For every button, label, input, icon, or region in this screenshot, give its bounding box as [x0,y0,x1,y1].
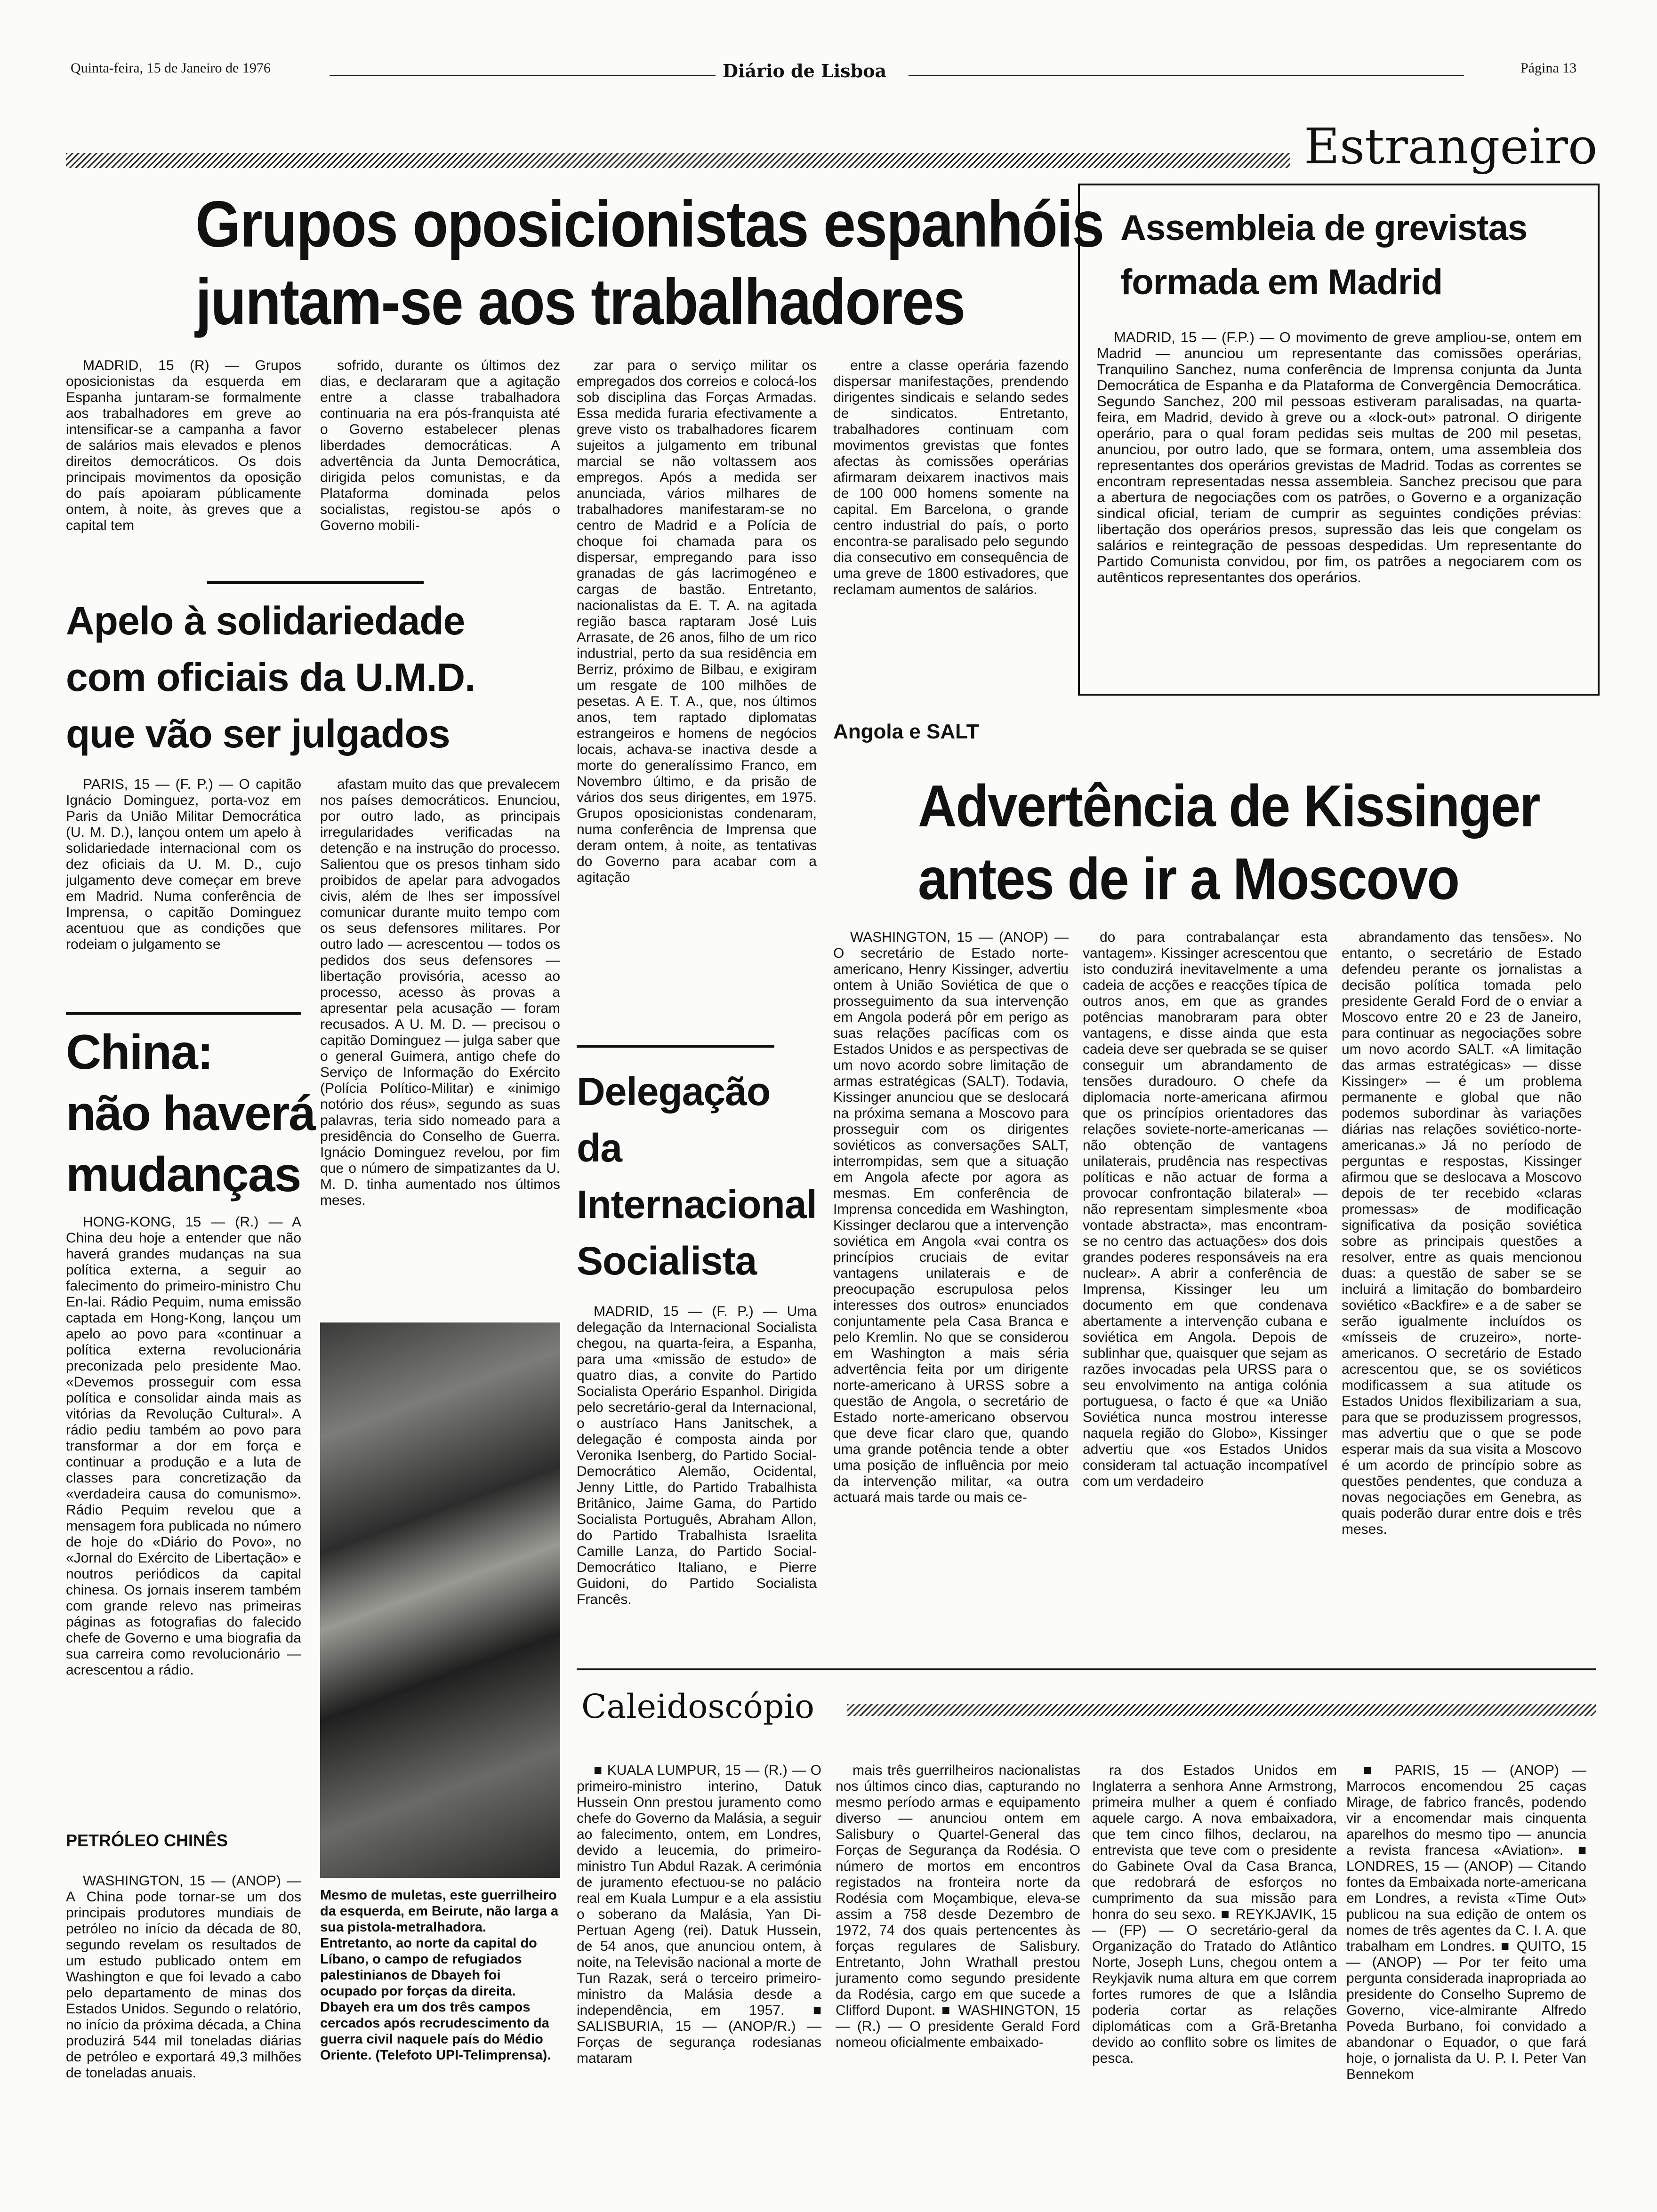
china-top-rule [66,1012,301,1015]
delegacao-headline-line2: da [577,1126,622,1170]
apelo-col-2: afastam muito das que prevalecem nos países democráticos. Enunciou, por outro lado, as principais irregularidades verificadas na detenção e na instrução do processo. Salientou que os presos tinham sido proibidos de apelar para advogados civis, além de lhes ser impossível comunicar durante muito tempo com os seus defensores militares. Por outro lado — acrescentou — todos os pedidos dos seus defensores — libertação provisória, acesso ao processo, acesso às provas a apresentar pela acusação — foram recusados. A U. M. D. — precisou o capitão Dominguez — julga saber que o general Guimera, antigo chefe do Serviço de Informação do Exército (Polícia Político-Militar) e «inimigo notório dos réus», segundo as suas palavras, teria sido nomeado para a presidência do Conselho de Guerra. Ignácio Dominguez revelou, por fim que o número de simpatizantes da U. M. D. tinha aumentado nos últimos meses. [320,777,560,1208]
page-number: Página 13 [1520,60,1577,76]
caleidoscopio-top-rule [577,1668,1596,1670]
kissinger-kicker: Angola e SALT [833,720,979,743]
masthead-rule-left [330,75,716,76]
grupos-headline-line1: Grupos oposicionistas espanhóis [195,188,1104,261]
grupos-col-3: zar para o serviço militar os empregados dos correios e colocá-los sob disciplina das Forças Armadas. Essa medida furaria efectivamente a greve visto os trabalhadores ficarem sujeitos a julgamento em tribunal marcial se não voltassem aos empregos. Após a medida ser anunciada, vários milhares de trabalhadores manifestaram-se no centro de Madrid e a Polícia de choque foi chamada para os dispersar, empregando para isso granadas de gás lacrimogéneo e cargas de bastão. Entretanto, nacionalistas da E. T. A. na agitada região basca raptaram José Luis Arrasate, de 26 anos, filho de um rico industrial, perto da sua residência em Berriz, próximo de Bilbau, e exigiram um resgate de 100 milhões de pesetas. A E. T. A., que, nos últimos anos, tem raptado diplomatas estrangeiros e homens de negócios locais, achava-se inactiva desde a morte do generalíssimo Franco, em Novembro último, e da prisão de vários dos seus dirigentes, em 1975. Grupos oposicionistas condenaram, numa conferência de Imprensa que deram ontem, à noite, as tentativas do Governo para acabar com a agitação [577,358,817,885]
china-headline-line1: China: [66,1025,213,1080]
delegacao-headline-line4: Socialista [577,1239,757,1283]
issue-date: Quinta-feira, 15 de Janeiro de 1976 [71,60,271,76]
caleidoscopio-col-1: ■ KUALA LUMPUR, 15 — (R.) — O primeiro-ministro interino, Datuk Hussein Onn prestou juramento como chefe do Governo da Malásia, a seguir ao falecimento, ontem, em Londres, devido a leucemia, do primeiro-ministro Tun Abdul Razak. A cerimónia de juramento efectuou-se no palácio real em Kuala Lumpur e a ela assistiu o soberano da Malásia, Yan Di-Pertuan Ageng (rei). Datuk Hussein, de 54 anos, que anunciou ontem, à noite, na Televisão nacional a morte de Tun Razak, será o terceiro primeiro-ministro da Malásia desde a independência, em 1957. ■ SALISBURIA, 15 — (ANOP/R.) — Forças de segurança rodesianas mataram [577,1763,821,2066]
caleidoscopio-col-4: ■ PARIS, 15 — (ANOP) — Marrocos encomendou 25 caças Mirage, de fabrico francês, podendo vir a encomendar mais cinquenta aparelhos do mesmo tipo — anuncia a revista francesa «Aviation». ■ LONDRES, 15 — (ANOP) — Citando fontes da Embaixada norte-americana em Londres, a revista «Time Out» publicou na sua edição de ontem os nomes de três agentes da C. I. A. que trabalham em Londres. ■ QUITO, 15 — (ANOP) — Por ter feito uma pergunta considerada inapropriada ao presidente do Conselho Supremo de Governo, vice-almirante Alfredo Poveda Burbano, foi convidado a abandonar o Equador, o que fará hoje, o jornalista da U. P. I. Peter Van Bennekom [1346,1763,1586,2082]
section-title: Estrangeiro [1304,118,1598,175]
caleidoscopio-title: Caleidoscópio [581,1687,815,1726]
apelo-headline-line3: que vão ser julgados [66,712,450,756]
delegacao-body: MADRID, 15 — (F. P.) — Uma delegação da Internacional Socialista chegou, na quarta-feira, a Espanha, para uma «missão de estudo» de quatro dias, a convite do Partido Socialista Operário Espanhol. Dirigida pelo secretário-geral da Internacional, o austríaco Hans Janitschek, a delegação é composta ainda por Veronika Isenberg, do Partido Social-Democrático Alemão, Ocidental, Jenny Little, do Partido Trabalhista Britânico, Jaime Gama, do Partido Socialista Português, Abraham Allon, do Partido Trabalhista Israelita Camille Lanza, do Partido Social-Democrático Italiano, e Pierre Guidoni, do Partido Socialista Francês. [577,1304,817,1607]
newspaper-name: Diário de Lisboa [723,60,887,81]
grupos-col-2: sofrido, durante os últimos dez dias, e declararam que a agitação entre a classe trabalhadora continuaria na era pós-franquista até o Governo estabelecer plenas liberdades democráticas. A advertência da Junta Democrática, dirigida pelos comunistas, e da Plataforma dominada pelos socialistas, registou-se após o Governo mobili- [320,358,560,533]
delegacao-top-rule [577,1045,774,1048]
caleidoscopio-col-2: mais três guerrilheiros nacionalistas nos últimos cinco dias, capturando no mesmo período armas e equipamento diverso — anunciou ontem em Salisbury o Quartel-General das Forças de Segurança da Rodésia. O número de mortos em encontros registados na fronteira norte da Rodésia com Moçambique, eleva-se assim a 758 desde Dezembro de 1972, 74 dos quais pertencentes às forças regulares de Salisbury. Entretanto, John Wrathall prestou juramento como segundo presidente da Rodésia, cargo em que sucede a Clifford Dupont. ■ WASHINGTON, 15 — (R.) — O presidente Gerald Ford nomeou oficialmente embaixado- [836,1763,1080,2050]
grupos-headline-line2: juntam-se aos trabalhadores [195,265,965,339]
china-headline-line3: mudanças [66,1147,301,1202]
kissinger-col-3: abrandamento das tensões». No entanto, o secretário de Estado defendeu perante os jornalistas a decisão política tomada pelo presidente Gerald Ford de o enviar a Moscovo entre 20 e 23 de Janeiro, para continuar as negociações sobre um novo acordo SALT. «A limitação das armas estratégicas» — disse Kissinger» — é um problema permanente e global que não podemos subordinar às variações diárias nas relações soviético-norte-americanas.» Já no período de perguntas e respostas, Kissinger afirmou que se deslocava a Moscovo depois de ter recebido «claras promessas» de modificação significativa da posição soviética sobre as principais questões a resolver, entre as quais mencionou duas: a questão de saber se se incluirá a limitação do bombardeiro soviético «Backfire» e a de saber se serão igualmente incluídos os «mísseis de cruzeiro», norte-americanos. O secretário de Estado acrescentou que, se os soviéticos modificassem a sua atitude os Estados Unidos flexibilizariam a sua, para que se produzissem progressos, mas advertiu que o que se pode esperar mais da sua visita a Moscovo é um acordo de princípio sobre as questões pendentes, que conduza a novas negociações em Genebra, as quais poderão durar entre dois e três meses. [1342,930,1582,1537]
petroleo-body: WASHINGTON, 15 — (ANOP) — A China pode tornar-se um dos principais produtores mundiais de petróleo no início da década de 80, segundo revelam os resultados de um estudo publicado ontem em Washington e que foi levado a cabo pelo departamento de minas dos Estados Unidos. Segundo o relatório, no início da próxima década, a China produzirá 544 mil toneladas diárias de petróleo e exportará 49,3 milhões de toneladas anuais. [66,1873,301,2081]
section-hatch-bar [66,153,1290,168]
grupos-col-4: entre a classe operária fazendo dispersar manifestações, prendendo dirigentes sindicais e selando sedes de sindicatos. Entretanto, trabalhadores continuam com movimentos grevistas que fontes afectas às comissões operárias afirmaram deixarem inactivos mais de 100 000 homens somente na capital. Em Barcelona, o grande centro industrial do país, o porto encontra-se paralisado pelo segundo dia consecutivo em consequência de uma greve de 1800 estivadores, que reclamam aumentos de salários. [833,358,1069,597]
apelo-headline-line2: com oficiais da U.M.D. [66,655,475,699]
china-headline-line2: não haverá [66,1086,315,1141]
photo-caption: Mesmo de muletas, este guerrilheiro da esquerda, em Beirute, não larga a sua pistola-metralhadora. Entretanto, ao norte da capital do Líbano, o campo de refugiados palestinianos de Dbayeh foi ocupado por forças da direita. Dbayeh era um dos três campos cercados após recrudescimento da guerra civil naquele país do Médio Oriente. (Telefoto UPI-Telimprensa). [320,1888,559,2063]
kissinger-col-1: WASHINGTON, 15 — (ANOP) — O secretário de Estado norte-americano, Henry Kissinger, advertiu ontem à União Soviética de que o prosseguimento da sua intervenção em Angola poderá pôr em perigo as suas relações pacíficas com os Estados Unidos e as perspectivas de um novo acordo sobre limitação de armas estratégicas (SALT). Todavia, Kissinger anunciou que se deslocará na próxima semana a Moscovo para prosseguir com os dirigentes soviéticos as conversações SALT, interrompidas, sem que a situação em Angola afecte por agora as mesmas. Em conferência de Imprensa concedida em Washington, Kissinger declarou que a intervenção soviética em Angola «vai contra os princípios cruciais de evitar vantagens unilaterais e de preocupação escrupulosa pelos interesses dos outros» enunciados conjuntamente pela Casa Branca e pelo Kremlin. No que se considerou em Washington a mais séria advertência feita por um dirigente norte-americano à URSS sobre a questão de Angola, o secretário de Estado norte-americano observou que deve ficar claro que, quando uma grande potência tende a obter uma posição de influência por meio da intervenção militar, «a outra actuará mais tarde ou mais ce- [833,930,1069,1505]
kissinger-headline-line2: antes de ir a Moscovo [918,846,1459,912]
delegacao-headline-line1: Delegação [577,1069,771,1114]
news-photo-beirut [320,1322,560,1878]
assembleia-headline-line2: formada em Madrid [1120,262,1443,302]
kissinger-headline-line1: Advertência de Kissinger [918,773,1540,839]
apelo-col-1: PARIS, 15 — (F. P.) — O capitão Ignácio Dominguez, porta-voz em Paris da União Militar Democrática (U. M. D.), lançou ontem um apelo à solidariedade internacional com os dez oficiais da U. M. D., cujo julgamento deve começar em breve em Madrid. Numa conferência de Imprensa, o capitão Dominguez acentuou que as condições que rodeiam o julgamento se [66,777,301,952]
delegacao-headline-line3: Internacional [577,1182,817,1226]
assembleia-body: MADRID, 15 — (F.P.) — O movimento de greve ampliou-se, ontem em Madrid — anunciou um representante das comissões operárias, Tranquilino Sanchez, numa conferência de Imprensa conjunta da Junta Democrática de Espanha e da Plataforma de Convergência Democrática. Segundo Sanchez, 200 mil pessoas estiveram paralisadas, na quarta-feira, em Madrid, devido à greve ou a «lock-out» patronal. O dirigente operário, para o qual foram pedidas seis multas de 200 mil pesetas, anunciou, por outro lado, que se formara, ontem, uma assembleia dos representantes dos operários grevistas de Madrid. Todas as correntes se encontram representadas nessa assembleia. Sanchez precisou que para a abertura de negociações com os patrões, o Governo e a organização sindical oficial, teriam de cumprir as seguintes condições prévias: libertação dos operários presos, supressão das leis que congelam os salários e reintegração de pessoas despedidas. Um representante do Partido Comunista convidou, por fim, os patrões a negociarem com os autênticos representantes dos operários. [1097,329,1582,585]
apelo-headline-line1: Apelo à solidariedade [66,599,465,643]
apelo-top-rule [207,581,424,584]
caleidoscopio-hatch-bar [847,1704,1596,1716]
masthead-rule-right [909,75,1464,76]
caleidoscopio-col-3: ra dos Estados Unidos em Inglaterra a senhora Anne Armstrong, primeira mulher a quem é confiado aquele cargo. A nova embaixadora, que tem cinco filhos, declarou, na entrevista que teve com o presidente do Gabinete Oval da Casa Branca, que redobrará de esforços no cumprimento da sua missão para honra do seu sexo. ■ REYKJAVIK, 15 — (FP) — O secretário-geral da Organização do Tratado do Atlântico Norte, Joseph Luns, chegou ontem a Reykjavik numa altura em que correm fortes rumores de que a Islândia poderia cortar as relações diplomáticas com a Grã-Bretanha devido ao conflito sobre os limites de pesca. [1092,1763,1337,2066]
kissinger-col-2: do para contrabalançar esta vantagem». Kissinger acrescentou que isto conduzirá inevitavelmente a uma cadeia de acções e reacções típica de outros anos, em que as grandes potências manobraram para obter vantagens, e disse ainda que esta cadeia deve ser quebrada se se quiser conseguir um abrandamento de tensões duradouro. O chefe da diplomacia norte-americana afirmou que os princípios orientadores das relações soviete-norte-americanas — não obtenção de vantagens unilaterais, prudência nas respectivas políticas e não actuar de forma a provocar confrontação bilateral» — não representam simplesmente «boa vontade abstracta», mas encontram-se no centro das actuações» dos dois grandes poderes responsáveis na era nuclear». A abrir a conferência de Imprensa, Kissinger leu um documento em que condenava abertamente a intervenção cubana e soviética em Angola. Depois de sublinhar que, quaisquer que sejam as razões invocadas pela URSS para o seu envolvimento na antiga colónia portuguesa, o facto é que «a União Soviética nunca mostrou interesse naquela região do Globo», Kissinger advertiu que «os Estados Unidos consideram tal actuação incompatível com um verdadeiro [1083,930,1327,1489]
petroleo-subhead: PETRÓLEO CHINÊS [66,1831,228,1850]
assembleia-headline-line1: Assembleia de grevistas [1120,208,1528,248]
grupos-col-1: MADRID, 15 (R) — Grupos oposicionistas da esquerda em Espanha juntaram-se formalmente aos trabalhadores em greve ao intensificar-se a campanha a favor de salários mais elevados e plenos direitos democráticos. Os dois principais movimentos da oposição do país apoiaram públicamente ontem, à noite, às greves que a capital tem [66,358,301,533]
china-body: HONG-KONG, 15 — (R.) — A China deu hoje a entender que não haverá grandes mudanças na sua política externa, a seguir ao falecimento do primeiro-ministro Chu En-lai. Rádio Pequim, numa emissão captada em Hong-Kong, lançou um apelo ao povo para «continuar a política externa revolucionária preconizada pelo presidente Mao. «Devemos prosseguir com essa política e consolidar ainda mais as vitórias da Revolução Cultural». A rádio pediu também ao povo para transformar a dor em força e continuar a produção e a luta de classes para concretização da «verdadeira causa do comunismo». Rádio Pequim revelou que a mensagem fora publicada no número de hoje do «Diário do Povo», no «Jornal do Exército de Libertação» e noutros periódicos da capital chinesa. Os jornais inserem também com grande relevo nas primeiras páginas as fotografias do falecido chefe de Governo e uma biografia da sua carreira como revolucionário — acrescentou a rádio. [66,1214,301,1678]
